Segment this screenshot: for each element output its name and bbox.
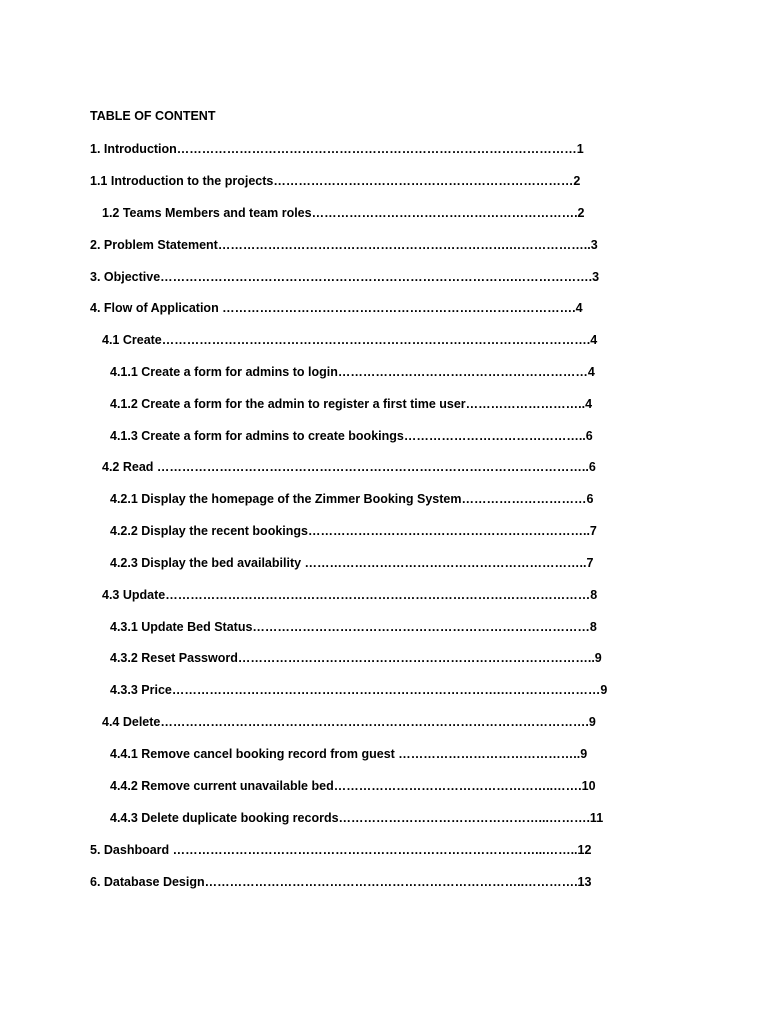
toc-entry: 3. Objective………………………………………………………………………….……………….3 xyxy=(90,270,600,284)
toc-entry: 4.2.2 Display the recent bookings…………………………………………………………..7 xyxy=(110,524,597,538)
toc-entry: 4.1.2 Create a form for the admin to register a first time user………………………..4 xyxy=(110,397,593,411)
toc-entry: 4.4.2 Remove current unavailable bed……………………………………………..…….10 xyxy=(110,779,596,793)
toc-entry: 4.3.3 Price…………………………………………………………………….……………………9 xyxy=(110,683,608,697)
toc-entry: 1.2 Teams Members and team roles……………………………………………………….2 xyxy=(102,206,585,220)
toc-entry: 1. Introduction……………………………………………………………………………………1 xyxy=(90,142,584,156)
toc-entry: 4.2.3 Display the bed availability …………………………………………………………..7 xyxy=(110,556,594,570)
toc-entry: 1.1 Introduction to the projects………………………………………………………………2 xyxy=(90,174,581,188)
toc-entry: 4.2.1 Display the homepage of the Zimmer Booking System…………………………6 xyxy=(110,492,594,506)
toc-entry: 6. Database Design…………………………………………………………………..………….13 xyxy=(90,875,592,889)
toc-entry: 2. Problem Statement…………………………………………………………….………………..3 xyxy=(90,238,598,252)
toc-entry: 4.1 Create………………………………………………………………………………………….4 xyxy=(102,333,598,347)
toc-entry: 4.4 Delete………………………………………………………………………………………….9 xyxy=(102,715,596,729)
toc-entry: 4.3.2 Reset Password…………………………………………………………………………..9 xyxy=(110,651,602,665)
toc-entry: 4.4.1 Remove cancel booking record from guest ……………………………………..9 xyxy=(110,747,588,761)
toc-entry: 4.2 Read …………………………………………………………………………………………..6 xyxy=(102,460,596,474)
toc-entry: 5. Dashboard ……………………………………………………………………………...……..12 xyxy=(90,843,592,857)
toc-entry: 4.3 Update…………………………………………………………………………………………8 xyxy=(102,588,598,602)
toc-entry: 4.1.1 Create a form for admins to login……………………………………………………4 xyxy=(110,365,595,379)
toc-title: TABLE OF CONTENT xyxy=(90,109,216,123)
toc-entry: 4.1.3 Create a form for admins to create bookings……………………………………..6 xyxy=(110,429,593,443)
toc-entry: 4.4.3 Delete duplicate booking records…………………………………………...……….11 xyxy=(110,811,604,825)
toc-entry: 4. Flow of Application ………………………………………………………………………….4 xyxy=(90,301,583,315)
toc-entry: 4.3.1 Update Bed Status………………………………………………………………………8 xyxy=(110,620,597,634)
